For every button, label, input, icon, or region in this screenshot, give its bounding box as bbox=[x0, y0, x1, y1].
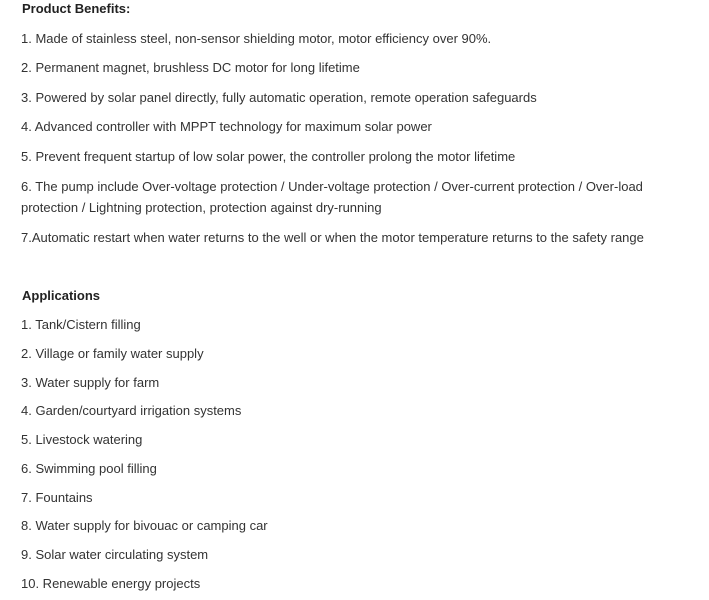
benefit-item: 4. Advanced controller with MPPT technology for maximum solar power bbox=[21, 119, 432, 134]
application-item: 4. Garden/courtyard irrigation systems bbox=[21, 403, 242, 418]
application-item: 10. Renewable energy projects bbox=[21, 576, 201, 591]
benefits-heading: Product Benefits: bbox=[22, 1, 131, 16]
application-item: 8. Water supply for bivouac or camping car bbox=[21, 518, 268, 533]
application-item: 7. Fountains bbox=[21, 490, 93, 505]
application-item: 6. Swimming pool filling bbox=[21, 461, 157, 476]
application-item: 9. Solar water circulating system bbox=[21, 547, 209, 562]
benefit-item: 7.Automatic restart when water returns to the well or when the motor temperature returns to the safety range bbox=[21, 230, 644, 245]
benefit-item: 6. The pump include Over-voltage protection / Under-voltage protection / Over-current protection / Over-load protection / Lightning protection, protection against dry-running bbox=[21, 179, 643, 215]
application-item: 1. Tank/Cistern filling bbox=[21, 317, 141, 332]
benefit-item: 5. Prevent frequent startup of low solar power, the controller prolong the motor lifetime bbox=[21, 149, 516, 164]
application-item: 3. Water supply for farm bbox=[21, 375, 160, 390]
application-item: 2. Village or family water supply bbox=[21, 346, 204, 361]
benefit-item: 2. Permanent magnet, brushless DC motor for long lifetime bbox=[21, 60, 360, 75]
benefit-item: 3. Powered by solar panel directly, fully automatic operation, remote operation safeguards bbox=[21, 90, 537, 105]
applications-heading: Applications bbox=[22, 288, 101, 303]
application-item: 5. Livestock watering bbox=[21, 432, 143, 447]
benefit-item: 1. Made of stainless steel, non-sensor shielding motor, motor efficiency over 90%. bbox=[21, 31, 492, 46]
